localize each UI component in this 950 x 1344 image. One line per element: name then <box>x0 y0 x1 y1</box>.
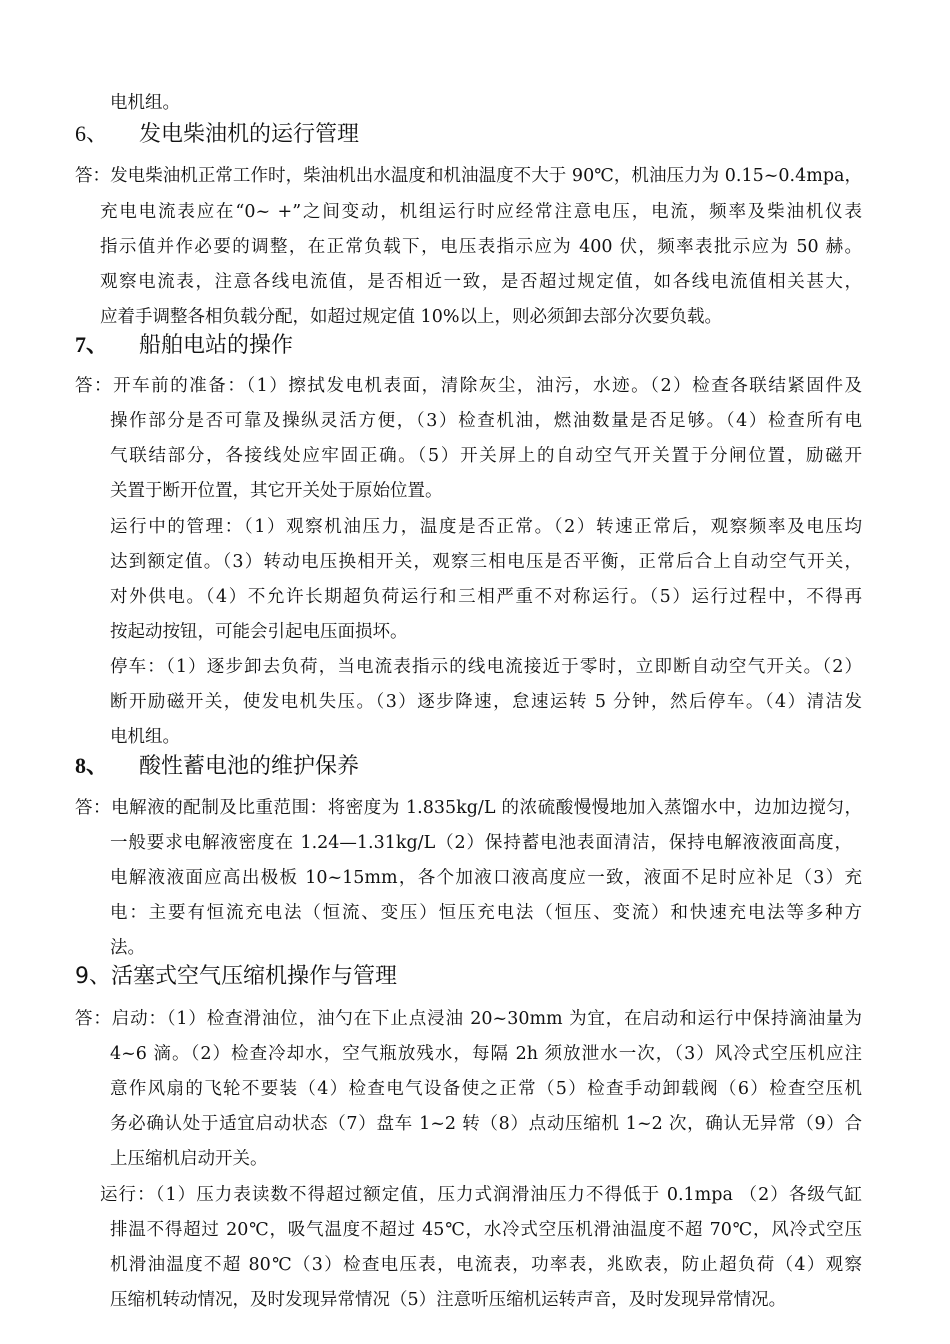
text-line: 电解液液面应高出极板 10~15mm，各个加液口液高度应一致，液面不足时应补足（3）充 <box>110 868 862 888</box>
text-line: 意作风扇的飞轮不要装（4）检查电气设备使之正常（5）检查手动卸载阀（6）检查空压机 <box>110 1079 862 1099</box>
text-line: 答：启动：（1）检查滑油位，油勺在下止点浸油 20~30mm 为宜，在启动和运行中保持滴油量为 <box>75 1009 862 1029</box>
text-line: 关置于断开位置，其它开关处于原始位置。 <box>110 481 443 501</box>
text-line: 操作部分是否可靠及操纵灵活方便，（3）检查机油，燃油数量是否足够。（4）检查所有电 <box>110 411 862 431</box>
text-line: 停车：（1）逐步卸去负荷，当电流表指示的线电流接近于零时，立即断自动空气开关。（2） <box>110 657 862 677</box>
section-heading-8 <box>75 751 359 782</box>
text-line: 4~6 滴。（2）检查冷却水，空气瓶放残水，每隔 2h 须放泄水一次，（3）风冷式空压机应注 <box>110 1044 862 1064</box>
text-line: 答：发电柴油机正常工作时，柴油机出水温度和机油温度不大于 90℃，机油压力为 0.15~0.4mpa， <box>75 166 862 186</box>
text-line: 充电电流表应在“0~ +”之间变动，机组运行时应经常注意电压，电流，频率及柴油机仪表 <box>100 202 862 222</box>
text-line: 压缩机转动情况，及时发现异常情况（5）注意听压缩机运转声音，及时发现异常情况。 <box>110 1290 787 1310</box>
section-number: 6、 <box>75 121 109 146</box>
text-line: 电机组。 <box>110 93 180 113</box>
section-number: 7、 <box>75 332 109 357</box>
section-title: 酸性蓄电池的维护保养 <box>139 754 360 779</box>
text-line: 应着手调整各相负载分配，如超过规定值 10%以上，则必须卸去部分次要负载。 <box>100 307 722 327</box>
section-heading-9: 9、活塞式空气压缩机操作与管理 <box>75 964 397 989</box>
text-line: 务必确认处于适宜启动状态（7）盘车 1~2 转（8）点动压缩机 1~2 次，确认无异常（9）合 <box>110 1114 862 1134</box>
text-line: 断开励磁开关，使发电机失压。（3）逐步降速，怠速运转 5 分钟，然后停车。（4）清洁发 <box>110 692 862 712</box>
text-line: 机滑油温度不超 80℃（3）检查电压表，电流表，功率表，兆欧表，防止超负荷（4）观察 <box>110 1255 862 1275</box>
section-heading-7 <box>75 330 293 361</box>
text-line: 对外供电。（4）不允许长期超负荷运行和三相严重不对称运行。（5）运行过程中，不得再 <box>110 587 862 607</box>
text-line: 气联结部分，各接线处应牢固正确。（5）开关屏上的自动空气开关置于分闸位置，励磁开 <box>110 446 862 466</box>
text-line: 电：主要有恒流充电法（恒流、变压）恒压充电法（恒压、变流）和快速充电法等多种方 <box>110 903 862 923</box>
text-line: 法。 <box>110 938 145 958</box>
text-line: 按起动按钮，可能会引起电压面损坏。 <box>110 622 408 642</box>
text-line: 排温不得超过 20℃，吸气温度不超过 45℃，水冷式空压机滑油温度不超 70℃，风冷式空压 <box>110 1220 862 1240</box>
text-line: 一般要求电解液密度在 1.24—1.31kg/L（2）保持蓄电池表面清洁，保持电解液液面高度， <box>110 833 852 853</box>
section-heading-6 <box>75 119 359 150</box>
text-line: 运行中的管理：（1）观察机油压力，温度是否正常。（2）转速正常后，观察频率及电压均 <box>110 517 862 537</box>
text-line: 答：开车前的准备：（1）擦拭发电机表面，清除灰尘，油污，水迹。（2）检查各联结紧固件及 <box>75 376 862 396</box>
text-line: 观察电流表，注意各线电流值，是否相近一致，是否超过规定值，如各线电流值相关甚大， <box>100 272 862 292</box>
text-line: 运行：（1）压力表读数不得超过额定值，压力式润滑油压力不得低于 0.1mpa （2）各级气缸 <box>100 1185 862 1205</box>
text-line: 电机组。 <box>110 727 180 747</box>
text-line: 上压缩机启动开关。 <box>110 1149 268 1169</box>
text-line: 答：电解液的配制及比重范围：将密度为 1.835kg/L 的浓硫酸慢慢地加入蒸馏水中，边加边搅匀， <box>75 798 862 818</box>
text-line: 指示值并作必要的调整，在正常负载下，电压表指示应为 400 伏，频率表批示应为 50 赫。 <box>100 237 862 257</box>
section-number: 8、 <box>75 753 109 778</box>
section-title: 发电柴油机的运行管理 <box>139 122 360 147</box>
section-title: 船舶电站的操作 <box>139 333 294 358</box>
text-line: 达到额定值。（3）转动电压换相开关，观察三相电压是否平衡，正常后合上自动空气开关， <box>110 552 862 572</box>
